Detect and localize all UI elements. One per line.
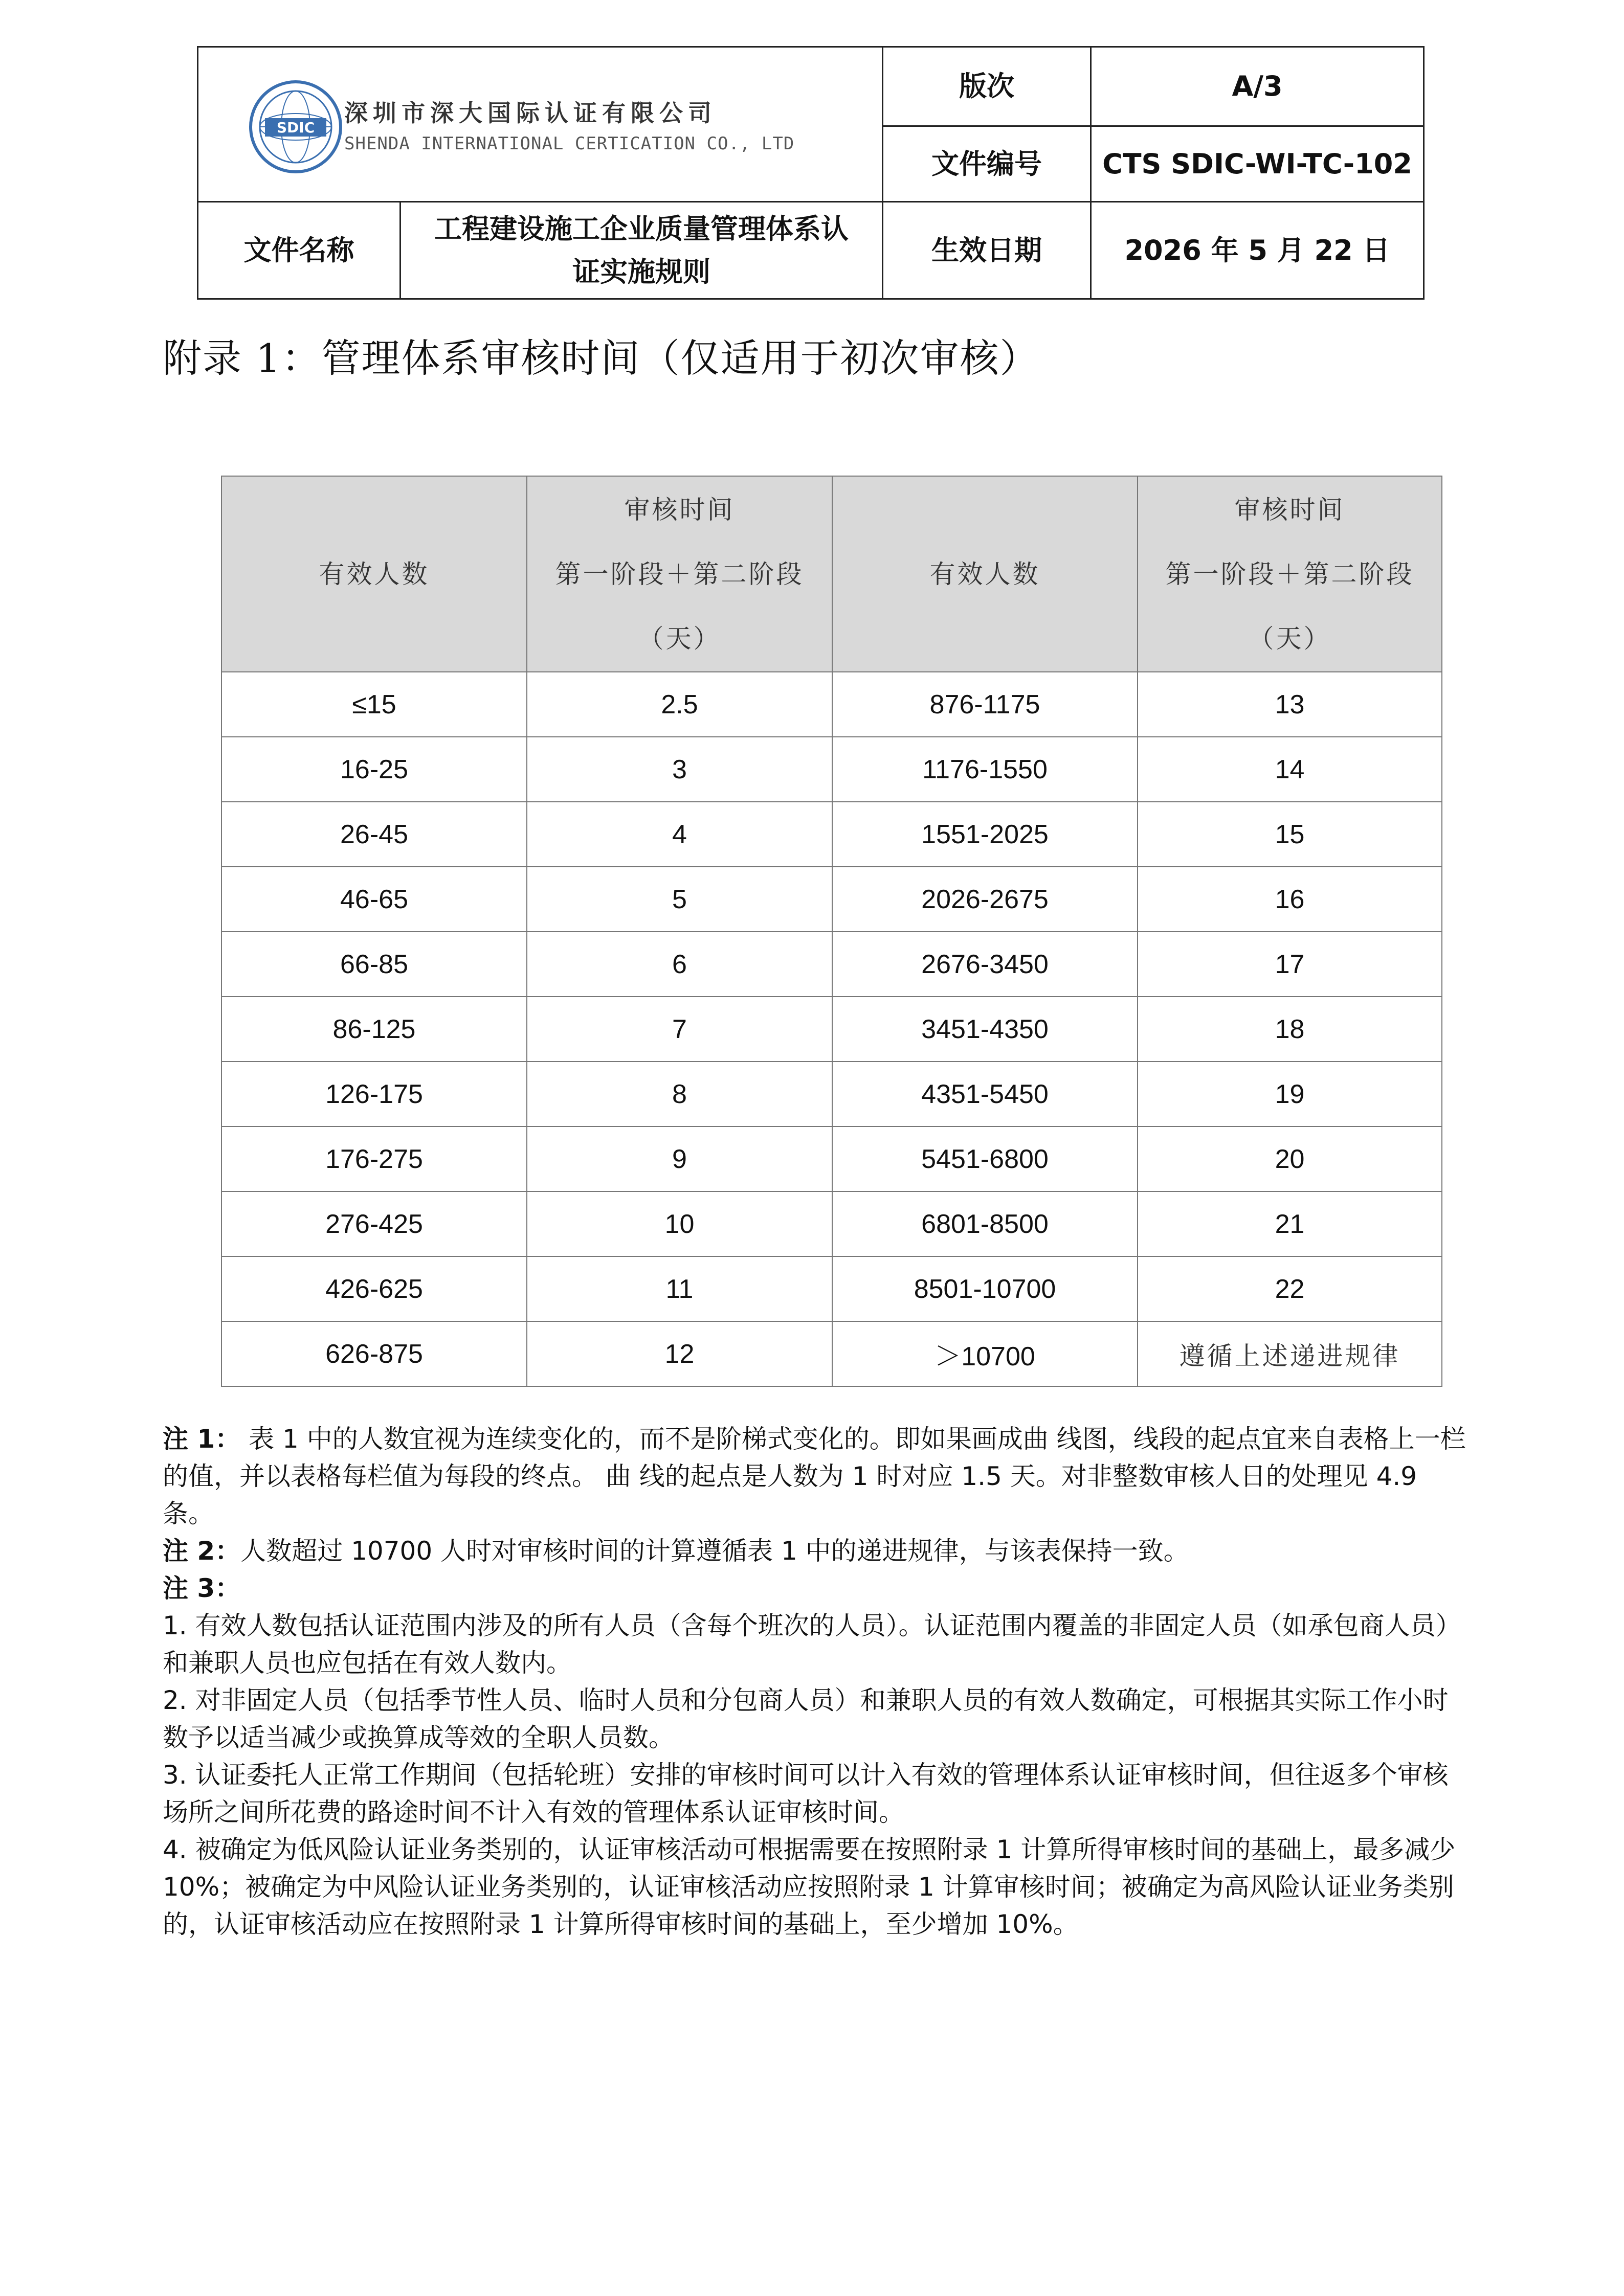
company-name-en: SHENDA INTERNATIONAL CERTICATION CO., LTD [344,133,795,154]
note-1 [163,1421,1472,1533]
table-cell: 1176-1550 [832,737,1138,802]
table-row [221,802,1442,867]
note-3-item: 2. 对非固定人员（包括季节性人员、临时人员和分包商人员）和兼职人员的有效人数确定，可根据其实际工作小时数予以适当减少或换算成等效的全职人员数。 [163,1685,1449,1752]
notes-section [163,1421,1472,1943]
header-audit-time: 审核时间 第一阶段＋第二阶段 （天） [527,476,832,672]
table-cell: 276-425 [221,1191,527,1256]
table-cell: 2676-3450 [832,932,1138,997]
company-name-cn: 深圳市深大国际认证有限公司 [344,99,717,127]
sdic-logo-icon [247,78,344,175]
table-cell: 5 [527,867,832,932]
note-label: 注 2： [163,1536,241,1566]
document-header [197,46,1425,300]
table-cell: 18 [1138,997,1442,1062]
table-cell: 10 [527,1191,832,1256]
table-row [221,1256,1442,1321]
table-cell: 8501-10700 [832,1256,1138,1321]
table-cell: 8 [527,1062,832,1127]
table-cell: 2.5 [527,672,832,737]
table-row [221,867,1442,932]
table-cell: 126-175 [221,1062,527,1127]
table-cell: 19 [1138,1062,1442,1127]
table-cell: ≤15 [221,672,527,737]
doc-number-value: CTS SDIC-WI-TC-102 [1102,147,1412,180]
note-3-item: 4. 被确定为低风险认证业务类别的，认证审核活动可根据需要在按照附录 1 计算所得审核时间的基础上，最多减少 10%；被确定为中风险认证业务类别的，认证审核活动应按照附录 1 计算审核时间；被确定为高风险认证业务类别的，认证审核活动应在按照附录 1 计算所得审核时间的基础上，至少增加 10%。 [163,1835,1456,1939]
company-logo [247,78,795,181]
note-3 [163,1570,1472,1607]
table-cell: 9 [527,1127,832,1191]
table-cell: 426-625 [221,1256,527,1321]
table-row [221,672,1442,737]
table-row [221,997,1442,1062]
appendix-title: 附录 1：管理体系审核时间（仅适用于初次审核） [163,335,1040,381]
table-header-row [221,476,1442,672]
table-cell: 4 [527,802,832,867]
effective-date-label: 生效日期 [931,234,1042,266]
table-row [221,1321,1442,1386]
header-audit-time: 审核时间 第一阶段＋第二阶段 （天） [1138,476,1442,672]
table-row [221,1191,1442,1256]
effective-date-value: 2026 年 5 月 22 日 [1124,234,1390,266]
table-cell: 6801-8500 [832,1191,1138,1256]
table-cell: 12 [527,1321,832,1386]
doc-name-label: 文件名称 [243,234,354,266]
table-cell: 11 [527,1256,832,1321]
table-cell: 876-1175 [832,672,1138,737]
table-cell: 6 [527,932,832,997]
note-text: 人数超过 10700 人时对审核时间的计算遵循表 1 中的递进规律，与该表保持一致。 [240,1536,1189,1566]
table-cell: 176-275 [221,1127,527,1191]
table-cell: 5451-6800 [832,1127,1138,1191]
table-row [221,932,1442,997]
table-row [221,1127,1442,1191]
table-cell: 3 [527,737,832,802]
note-text: 表 1 中的人数宜视为连续变化的，而不是阶梯式变化的。即如果画成曲 线图，线段的起点宜来自表格上一栏的值，并以表格每栏值为每段的终点。 曲 线的起点是人数为 1 时对应 1.5 天。对非整数审核人日的处理见 4.9 条。 [163,1424,1466,1528]
svg-text:SDIC: SDIC [276,119,315,136]
table-cell: 16-25 [221,737,527,802]
table-row [221,737,1442,802]
table-cell: 7 [527,997,832,1062]
table-cell: 17 [1138,932,1442,997]
version-value: A/3 [1232,70,1283,103]
table-cell: 遵循上述递进规律 [1138,1321,1442,1386]
table-cell: 66-85 [221,932,527,997]
table-row [221,1062,1442,1127]
table-cell: 15 [1138,802,1442,867]
table-cell: 13 [1138,672,1442,737]
note-label: 注 1： [163,1424,241,1454]
doc-name-value: 工程建设施工企业质量管理体系认证实施规则 [434,212,849,288]
table-cell: 14 [1138,737,1442,802]
doc-number-label: 文件编号 [931,147,1042,180]
table-cell: 4351-5450 [832,1062,1138,1127]
table-cell: 26-45 [221,802,527,867]
table-cell: 21 [1138,1191,1442,1256]
header-effective-headcount: 有效人数 [221,476,527,672]
note-3-item: 1. 有效人数包括认证范围内涉及的所有人员（含每个班次的人员）。认证范围内覆盖的非固定人员（如承包商人员）和兼职人员也应包括在有效人数内。 [163,1611,1461,1678]
table-cell: 22 [1138,1256,1442,1321]
table-cell: 86-125 [221,997,527,1062]
version-label: 版次 [959,70,1014,103]
note-2 [163,1533,1472,1570]
header-effective-headcount: 有效人数 [832,476,1138,672]
note-3-item: 3. 认证委托人正常工作期间（包括轮班）安排的审核时间可以计入有效的管理体系认证审核时间，但往返多个审核场所之间所花费的路途时间不计入有效的管理体系认证审核时间。 [163,1760,1449,1827]
table-cell: 46-65 [221,867,527,932]
table-cell: 1551-2025 [832,802,1138,867]
table-cell: ＞10700 [832,1321,1138,1386]
audit-time-table [221,476,1442,1387]
table-cell: 626-875 [221,1321,527,1386]
table-cell: 20 [1138,1127,1442,1191]
table-cell: 2026-2675 [832,867,1138,932]
table-cell: 3451-4350 [832,997,1138,1062]
note-label: 注 3： [163,1573,241,1603]
table-cell: 16 [1138,867,1442,932]
